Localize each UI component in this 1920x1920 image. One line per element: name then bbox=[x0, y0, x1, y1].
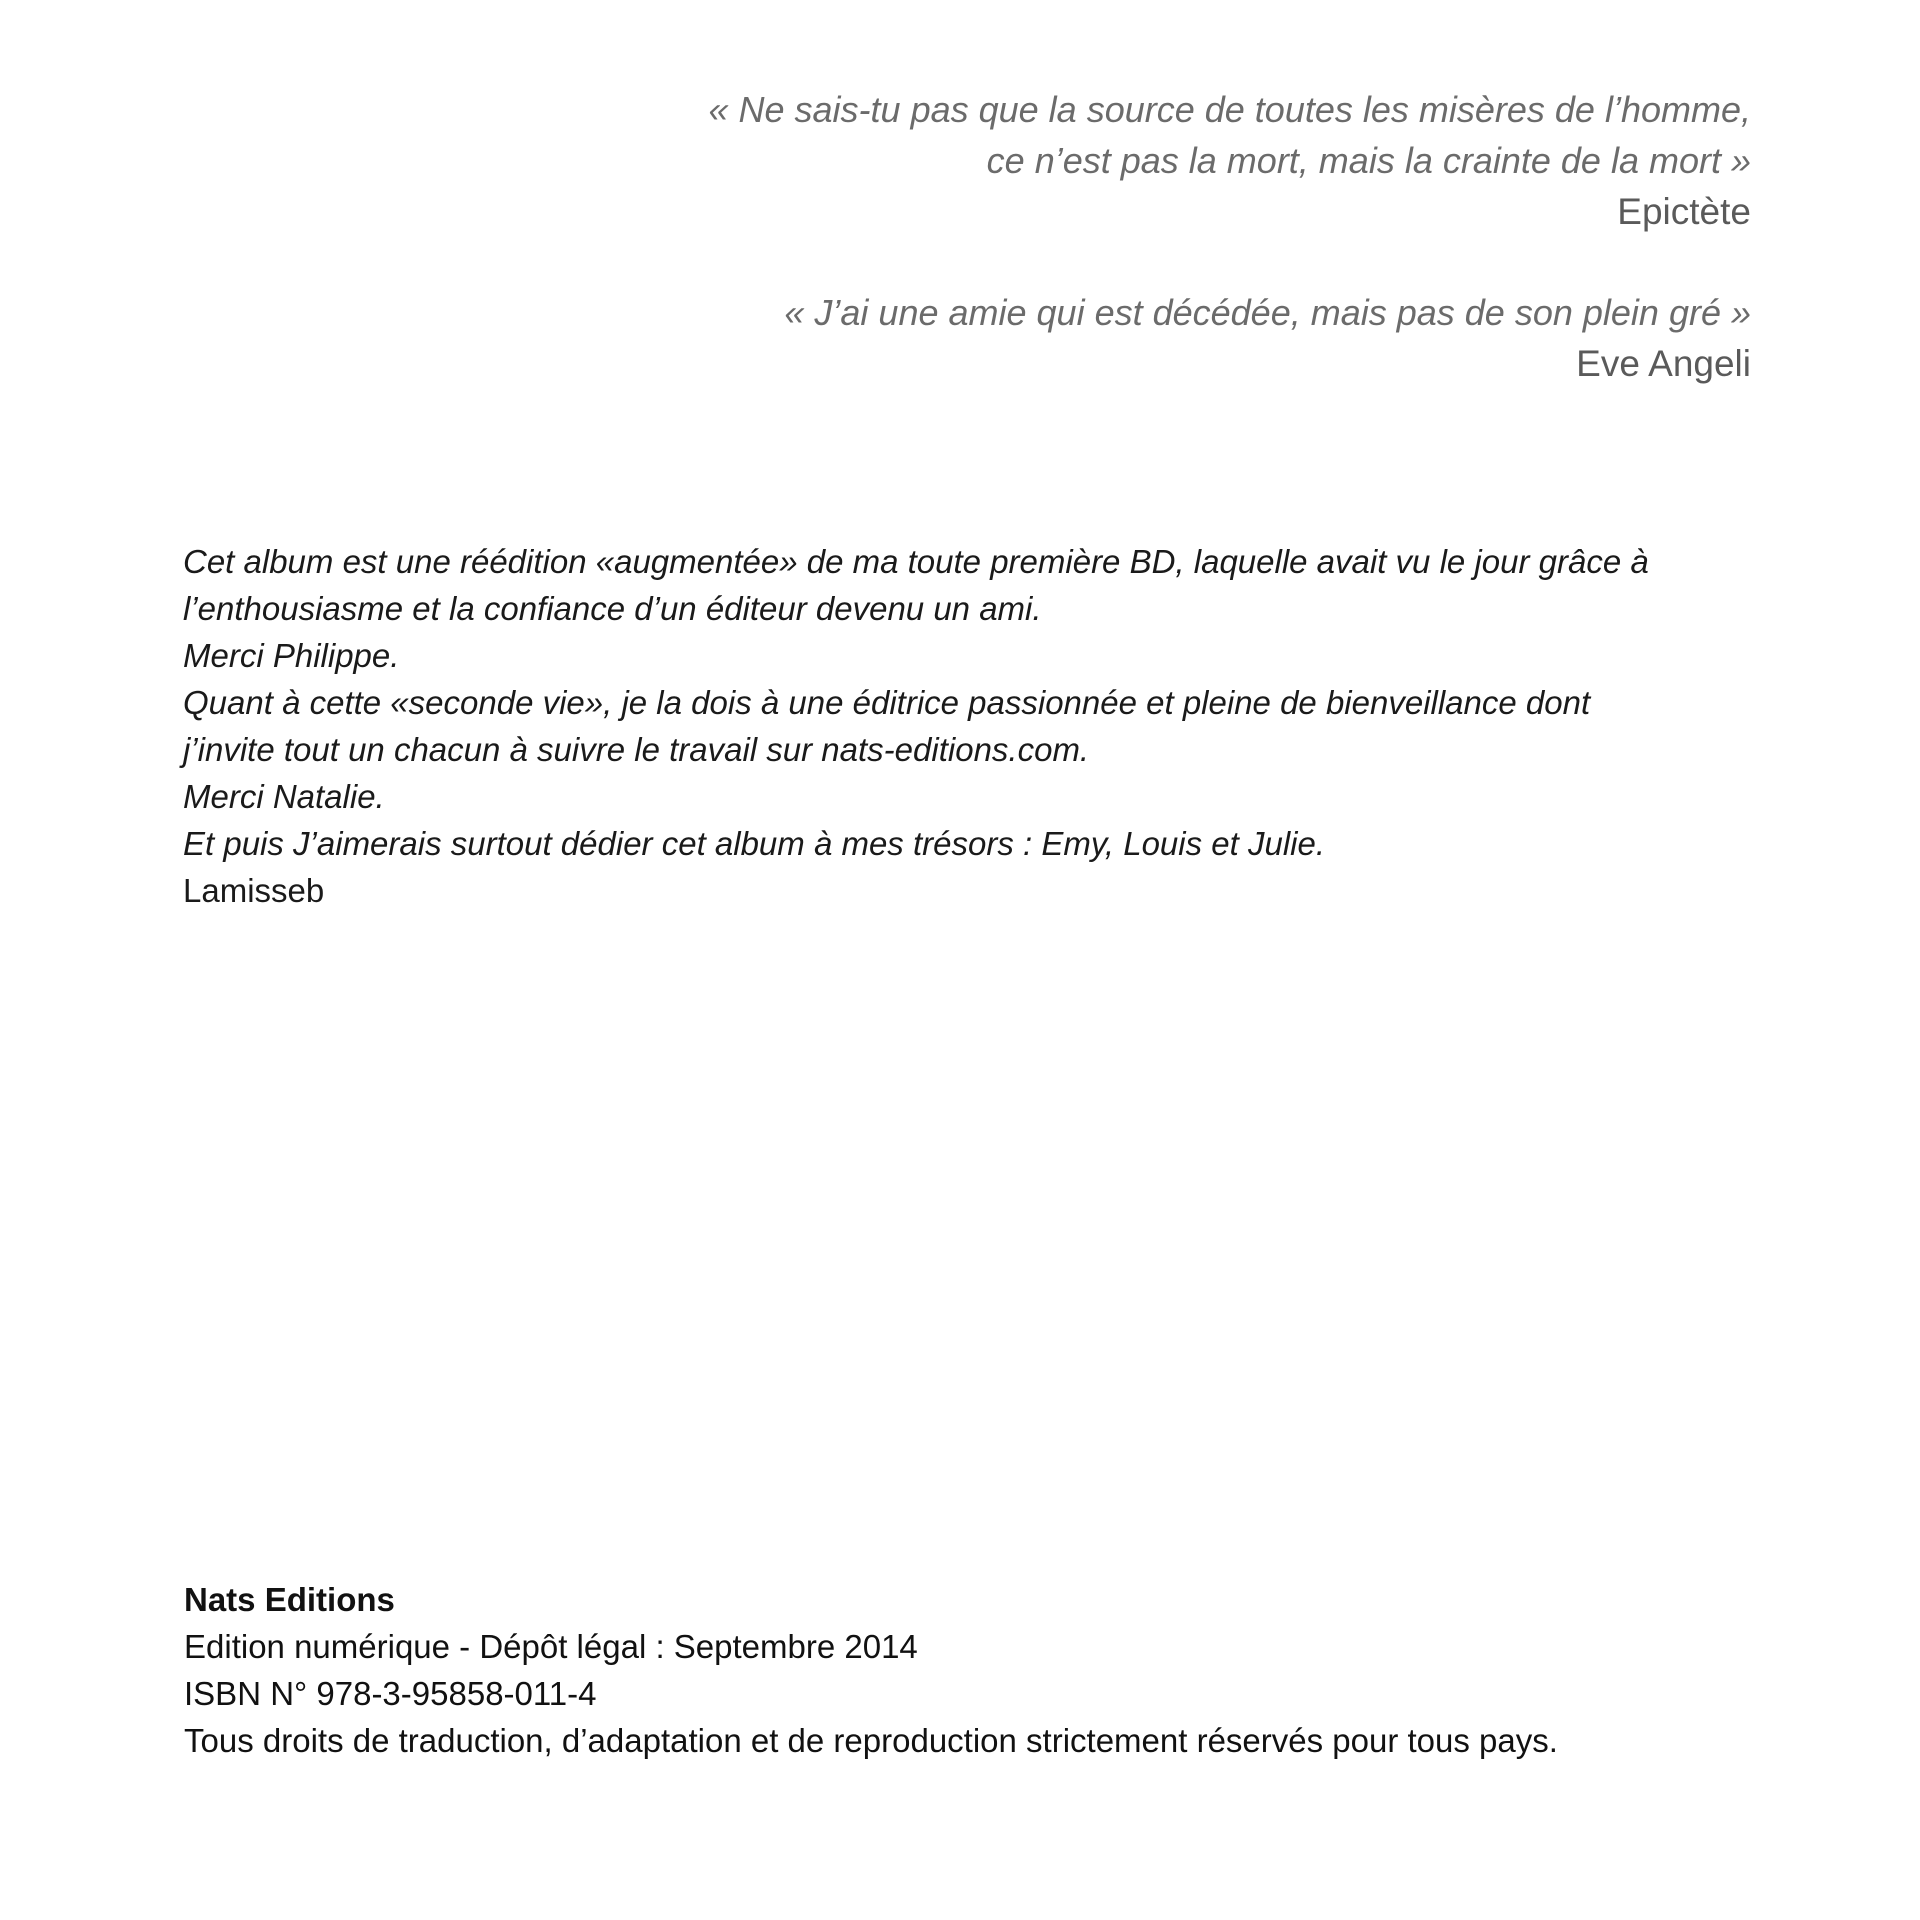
dedication-line: Merci Philippe. bbox=[183, 637, 400, 674]
dedication-line: Quant à cette «seconde vie», je la dois à une éditrice passionnée et pleine de bienveillance dont bbox=[183, 684, 1591, 721]
publisher-name: Nats Editions bbox=[184, 1581, 395, 1618]
dedication-signature: Lamisseb bbox=[183, 872, 325, 909]
epigraph-quote-line: « J’ai une amie qui est décédée, mais pas de son plein gré » bbox=[784, 292, 1751, 333]
epigraph-epictete bbox=[451, 84, 1751, 237]
epigraph-quote-line: ce n’est pas la mort, mais la crainte de la mort » bbox=[986, 140, 1751, 181]
dedication-line: l’enthousiasme et la confiance d’un éditeur devenu un ami. bbox=[183, 590, 1042, 627]
dedication-line: Merci Natalie. bbox=[183, 778, 385, 815]
epigraph-quote-line: « Ne sais-tu pas que la source de toutes les misères de l’homme, bbox=[708, 89, 1751, 130]
dedication-line: j’invite tout un chacun à suivre le travail sur nats-editions.com. bbox=[183, 731, 1090, 768]
colophon bbox=[184, 1576, 1784, 1764]
epigraphs bbox=[451, 84, 1751, 389]
isbn: ISBN N° 978-3-95858-011-4 bbox=[184, 1675, 597, 1712]
dedication-line: Et puis J’aimerais surtout dédier cet album à mes trésors : Emy, Louis et Julie. bbox=[183, 825, 1326, 862]
epigraph-author: Epictète bbox=[1617, 191, 1751, 232]
dedication-line: Cet album est une réédition «augmentée» de ma toute première BD, laquelle avait vu le jour grâce à bbox=[183, 543, 1649, 580]
epigraph-author: Eve Angeli bbox=[1576, 343, 1751, 384]
epigraph-eve-angeli bbox=[451, 287, 1751, 389]
rights-notice: Tous droits de traduction, d’adaptation et de reproduction strictement réservés pour tous pays. bbox=[184, 1722, 1558, 1759]
edition-info: Edition numérique - Dépôt légal : Septembre 2014 bbox=[184, 1628, 918, 1665]
dedication bbox=[183, 538, 1763, 914]
